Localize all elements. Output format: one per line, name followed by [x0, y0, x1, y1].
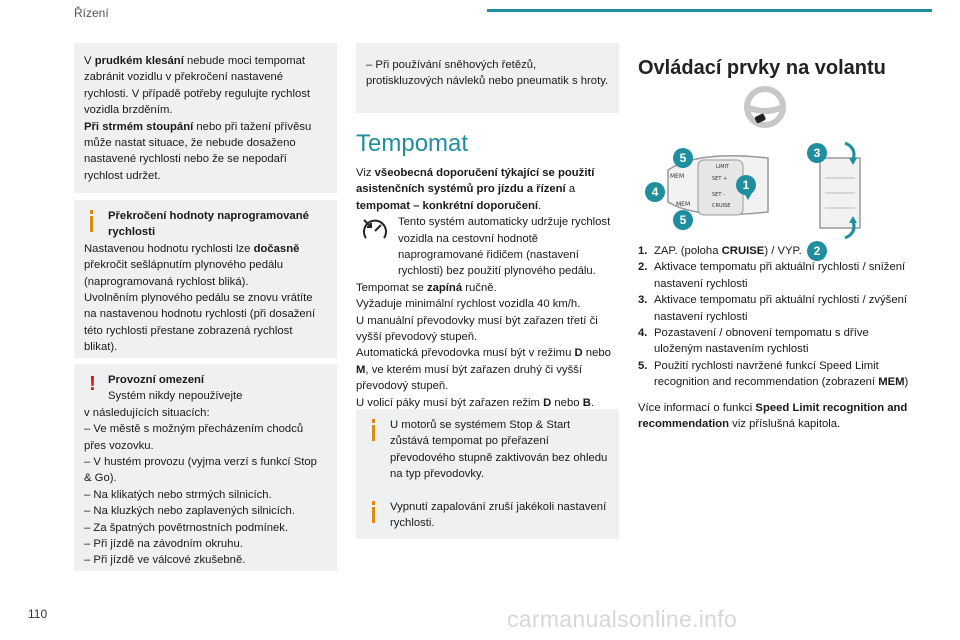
ascent-paragraph: Při strmém stoupání nebo při tažení přívěsu může nastat situace, že nebude dosaženo nastavené rychlosti nebo že se nepodaří rychlost udržet. — [84, 120, 312, 182]
note-box-snow-chains — [356, 43, 619, 113]
steering-wheel-icon — [735, 85, 795, 135]
manual-gearbox-text: U manuální převodovky musí být zařazen třetí či vyšší převodový stupeň. — [356, 314, 598, 344]
auto-gearbox-text: Automatická převodovka musí být v režimu D nebo M, ve kterém musí být zařazen druhý či vyšší převodový stupeň. — [356, 347, 611, 393]
selector-lever-text: U volicí páky musí být zařazen režim D nebo B. — [356, 396, 594, 409]
note-box-descent — [74, 43, 337, 193]
stop-start-text: U motorů se systémem Stop & Start zůstává tempomat po přeřazení převodového stupně zaktivován bez ohledu na typ převodovky. — [390, 419, 608, 481]
controls-list-item: 1. ZAP. (poloha CRUISE) / VYP. — [638, 245, 802, 257]
callout-3: 3 — [807, 143, 827, 163]
controls-list-item: 2. Aktivace tempomatu při aktuální rychlosti / snížení nastavení rychlosti — [638, 261, 906, 290]
callout-5-top: 5 — [673, 148, 693, 168]
stalk-label-mem-top: MEM — [670, 173, 685, 180]
limitations-sub: Systém nikdy nepoužívejte — [108, 390, 243, 403]
limitation-item: – Při jízdě ve válcové zkušebně. — [84, 554, 246, 567]
limitation-item: – Ve městě s možným přecházením chodců přes vozovku. — [84, 423, 304, 452]
overspeed-text-1: Nastavenou hodnotu rychlosti lze dočasně překročit sešlápnutím plynového pedálu (naprogramovaná rychlost bliká). — [84, 242, 300, 288]
limitation-item: – V hustém provozu (vyjma verzí s funkcí Stop & Go). — [84, 456, 317, 485]
info-box-stop-start — [356, 409, 619, 491]
stalk-label-set-minus: SET - — [712, 192, 725, 198]
info-icon — [84, 210, 101, 232]
header-rule — [487, 9, 932, 12]
min-speed-text: Vyžaduje minimální rychlost vozidla 40 km/h. — [356, 298, 581, 311]
controls-list-item: 3. Aktivace tempomatu při aktuální rychlosti / zvýšení nastavení rychlosti — [638, 294, 908, 323]
controls-list-item: 5. Použití rychlosti navržené funkcí Speed Limit recognition and recommendation (zobrazení MEM) — [638, 359, 909, 389]
limitation-item: – Při jízdě na závodním okruhu. — [84, 538, 243, 551]
info-icon — [366, 419, 383, 441]
descent-paragraph: V prudkém klesání nebude moci tempomat zabránit vozidlu v překročení nastavené rychlosti. V případě potřeby regulujte rychlost vozidla brzděním. — [84, 55, 311, 117]
steering-controls-heading: Ovládací prvky na volantu — [638, 57, 886, 79]
stalk-label-set-plus: SET + — [712, 176, 728, 182]
limitations-title: Provozní omezení — [108, 374, 205, 386]
controls-list-block — [638, 243, 910, 432]
callout-1: 1 — [736, 175, 756, 195]
enable-text: Tempomat se zapíná ručně. — [356, 281, 497, 294]
controls-list-item: 4. Pozastavení / obnovení tempomatu s dříve uloženým nastavením rychlosti — [638, 327, 869, 356]
stalk-label-mem-bottom: MEM — [676, 201, 691, 208]
info-box-overspeed — [74, 200, 337, 358]
callout-4: 4 — [645, 182, 665, 202]
description-start: Tento systém automaticky udržuje rychlost vozidla na cestovní hodnotě naprogramované řidičem (nastavení rychlosti) bez použití plynového pedálu. — [398, 216, 611, 278]
reference-text: Viz všeobecná doporučení týkající se použití asistenčních systémů pro jízdu a řízení a tempomat – konkrétní doporučení. — [356, 167, 595, 212]
controls-list — [638, 243, 910, 391]
limitation-item: – Za špatných povětrnostních podmínek. — [84, 521, 289, 534]
callout-2: 2 — [807, 241, 827, 261]
cruise-control-heading: Tempomat — [356, 130, 469, 157]
page-number: 110 — [28, 607, 48, 621]
ignition-text: Vypnutí zapalování zruší jakékoli nastavení rychlosti. — [390, 501, 607, 530]
cruise-control-body — [356, 165, 620, 411]
snow-chains-text: – Při používání sněhových řetězů, protiskluzových návleků nebo pneumatik s hroty. — [366, 59, 609, 88]
cruise-stalk-diagram — [648, 140, 778, 235]
limitations-intro: v následujících situacích: — [84, 406, 210, 419]
more-info-text: Více informací o funkci Speed Limit recognition and recommendation viz příslušná kapitola. — [638, 401, 908, 431]
limitation-item: – Na klikatých nebo strmých silnicích. — [84, 488, 272, 501]
warning-icon: ! — [89, 373, 96, 395]
watermark: carmanualsonline.info — [507, 606, 738, 632]
warning-box-limitations — [74, 364, 337, 571]
section-title: Řízení — [74, 6, 109, 20]
stalk-label-limit: LIMIT — [716, 164, 730, 170]
info-box-ignition — [356, 491, 619, 539]
callout-5-bottom: 5 — [673, 210, 693, 230]
cruise-control-icon — [360, 216, 390, 246]
stalk-label-cruise: CRUISE — [712, 203, 731, 209]
limitation-item: – Na kluzkých nebo zaplavených silnicích. — [84, 505, 295, 518]
overspeed-title: Překročení hodnoty naprogramované rychlosti — [108, 210, 309, 239]
info-icon — [366, 501, 383, 523]
overspeed-text-2: Uvolněním plynového pedálu se znovu vrátíte na nastavenou hodnotu rychlosti (při dosažení této rychlosti přestane zobrazená rychlost blikat). — [84, 292, 316, 354]
